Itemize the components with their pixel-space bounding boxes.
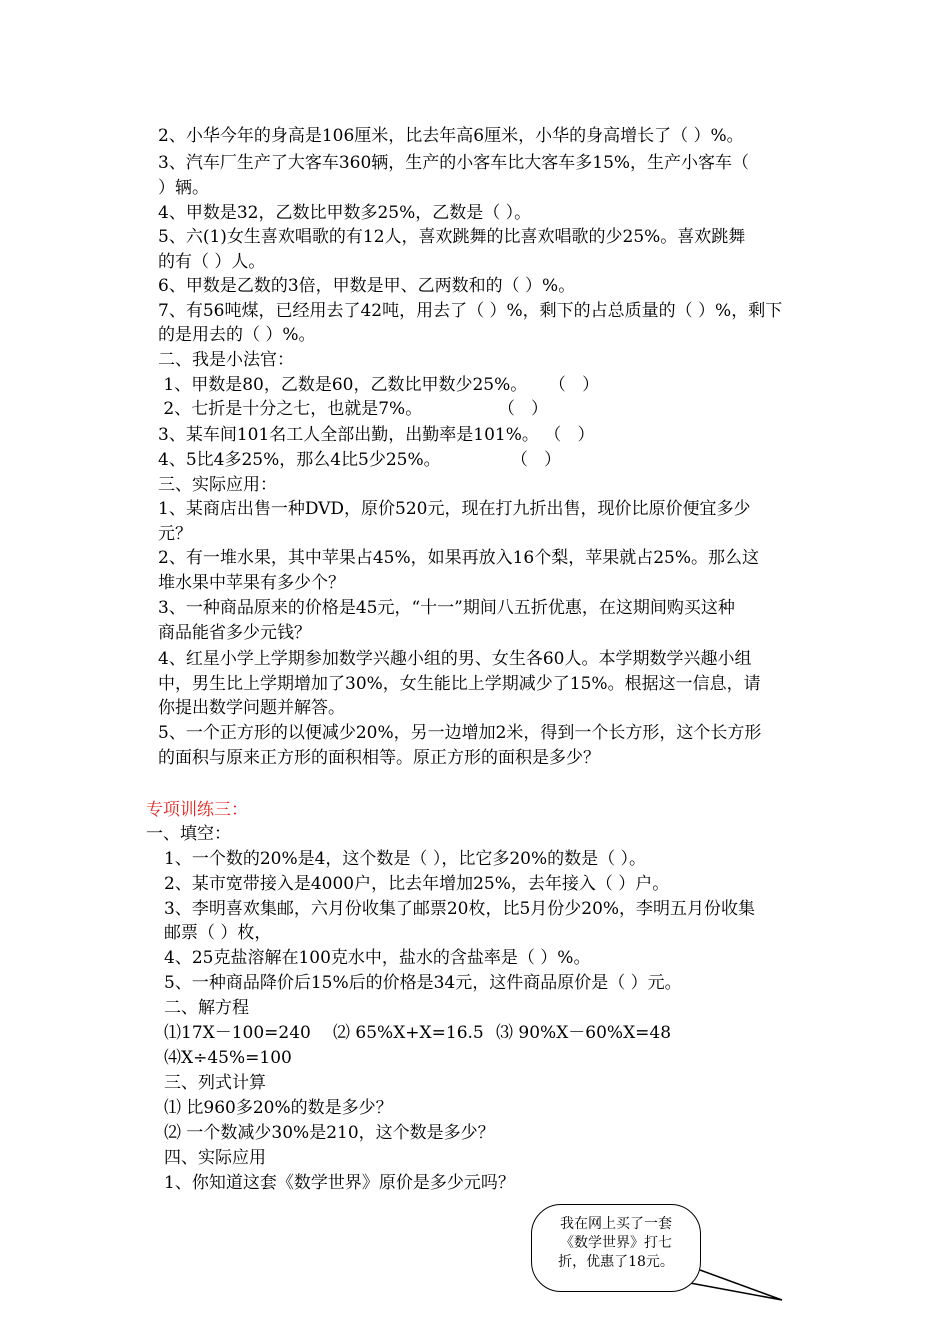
question-7-line1: 7、有56吨煤，已经用去了42吨，用去了（ ）%，剩下的占总质量的（ ）%，剩下 (158, 301, 783, 321)
question-5-line2: 的有（ ）人。 (158, 252, 266, 272)
bubble-line-1: 我在网上买了一套 (560, 1216, 672, 1232)
calc-section-title: 三、列式计算 (164, 1073, 266, 1093)
judge-section-title: 二、我是小法官： (158, 350, 294, 370)
section-title-red: 专项训练三： (146, 800, 248, 820)
application-2-line1: 2、有一堆水果，其中苹果占45%，如果再放入16个梨，苹果就占25%。那么这 (158, 548, 760, 568)
application-5-line2: 的面积与原来正方形的面积相等。原正方形的面积是多少？ (158, 748, 600, 768)
judge-2: 2、七折是十分之七，也就是7%。 （ ） (158, 399, 549, 419)
equation-2: ⑵ 65%X+X=16.5 (333, 1023, 484, 1043)
application-2-line2: 堆水果中苹果有多少个？ (158, 573, 345, 593)
question-5-line1: 5、六(1)女生喜欢唱歌的有12人，喜欢跳舞的比喜欢唱歌的少25%。喜欢跳舞 (158, 227, 746, 247)
application-3-line1: 3、一种商品原来的价格是45元，“十一”期间八五折优惠，在这期间购买这种 (158, 598, 735, 618)
fill-3-line1: 3、李明喜欢集邮，六月份收集了邮票20枚，比5月份少20%，李明五月份收集 (164, 899, 756, 919)
fill-5: 5、一种商品降价后15%后的价格是34元，这件商品原价是（ ）元。 (164, 973, 682, 993)
equation-section-title: 二、解方程 (164, 998, 249, 1018)
bubble-line-2: 《数学世界》打七 (560, 1235, 672, 1251)
application-4-line3: 你提出数学问题并解答。 (158, 698, 345, 718)
application-section-title: 三、实际应用： (158, 475, 277, 495)
application-4-line1: 4、红星小学上学期参加数学兴趣小组的男、女生各60人。本学期数学兴趣小组 (158, 649, 752, 669)
application-3-line2: 商品能省多少元钱？ (158, 623, 311, 643)
practical-1: 1、你知道这套《数学世界》原价是多少元吗？ (164, 1173, 515, 1193)
bubble-line-3: 折，优惠了18元。 (558, 1254, 674, 1270)
equation-1: ⑴17X－100=240 (164, 1023, 311, 1043)
application-1-line1: 1、某商店出售一种DVD，原价520元，现在打九折出售，现价比原价便宜多少 (158, 499, 751, 519)
equation-3: ⑶ 90%X－60%X=48 (496, 1023, 672, 1043)
fill-1: 1、一个数的20%是4，这个数是（ ），比它多20%的数是（ ）。 (164, 849, 647, 869)
application-4-line2: 中，男生比上学期增加了30%，女生能比上学期减少了15%。根据这一信息，请 (158, 674, 761, 694)
judge-4: 4、5比4多25%，那么4比5少25%。 （ ） (158, 450, 562, 470)
application-5-line1: 5、一个正方形的以便减少20%，另一边增加2米，得到一个长方形，这个长方形 (158, 723, 762, 743)
application-1-line2: 元？ (158, 524, 192, 544)
question-2: 2、小华今年的身高是106厘米，比去年高6厘米，小华的身高增长了（ ）%。 (158, 126, 744, 146)
judge-3: 3、某车间101名工人全部出勤，出勤率是101%。 （ ） (158, 425, 595, 445)
question-7-line2: 的是用去的（ ）%。 (158, 325, 316, 345)
fill-3-line2: 邮票（ ）枚， (164, 923, 272, 943)
practical-section-title: 四、实际应用 (164, 1148, 266, 1168)
calc-2: ⑵ 一个数减少30%是210，这个数是多少？ (164, 1123, 495, 1143)
question-6: 6、甲数是乙数的3倍，甲数是甲、乙两数和的（ ）%。 (158, 276, 576, 296)
fill-4: 4、25克盐溶解在100克水中，盐水的含盐率是（ ）%。 (164, 948, 591, 968)
question-4: 4、甲数是32，乙数比甲数多25%，乙数是（ ）。 (158, 203, 532, 223)
judge-1: 1、甲数是80，乙数是60，乙数比甲数少25%。 （ ） (158, 375, 600, 395)
calc-1: ⑴ 比960多20%的数是多少？ (164, 1098, 393, 1118)
speech-bubble (531, 1204, 701, 1292)
question-3-line2: ）辆。 (158, 178, 209, 198)
fill-blank-title: 一、填空： (146, 824, 231, 844)
fill-2: 2、某市宽带接入是4000户，比去年增加25%，去年接入（ ）户。 (164, 874, 670, 894)
question-3-line1: 3、汽车厂生产了大客车360辆，生产的小客车比大客车多15%，生产小客车（ (158, 153, 750, 173)
equation-4: ⑷X÷45%=100 (164, 1048, 292, 1068)
